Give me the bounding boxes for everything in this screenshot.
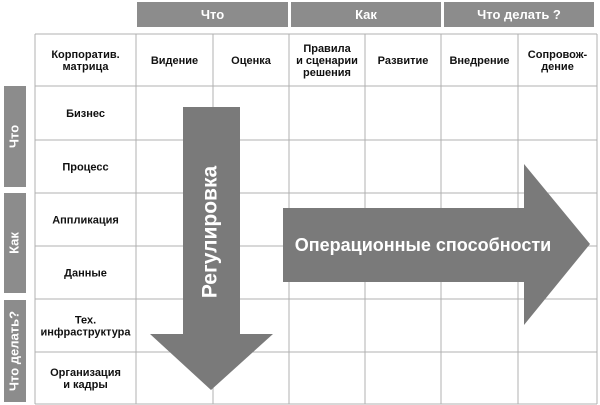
operational-capability-arrow-label: Операционные способности: [294, 234, 552, 255]
column-header: Развитие: [377, 55, 429, 67]
side-group-what-to-do-label: Что делать?: [6, 310, 22, 392]
top-group-how-label: Как: [355, 7, 377, 22]
column-header: Сопровож-дение: [527, 49, 588, 73]
side-group-how-label: Как: [6, 232, 22, 254]
column-header: Внедрение: [449, 55, 510, 67]
regulation-arrow: [150, 107, 273, 390]
top-group-what-to-do-label: Что делать ?: [477, 7, 561, 22]
row-header: Аппликация: [52, 214, 119, 227]
operational-capability-arrow: [283, 164, 590, 325]
top-group-headers: [137, 2, 594, 27]
row-headers: [40, 108, 131, 391]
row-header: Бизнес: [66, 108, 105, 120]
row-header: Данные: [64, 267, 107, 280]
column-headers: [151, 43, 588, 79]
column-header: Правила и сценарии решения: [296, 43, 358, 79]
side-group-headers: [4, 86, 26, 402]
row-header: Тех. инфраструктура: [40, 314, 131, 339]
regulation-arrow-label: Регулировка: [198, 165, 222, 299]
row-header: Организация и кадры: [50, 367, 121, 391]
corner-header: Корпоратив. матрица: [51, 49, 120, 73]
top-group-what-label: Что: [200, 7, 225, 22]
row-header: Процесс: [62, 161, 109, 174]
column-header: Видение: [150, 55, 199, 67]
side-group-what-label: Что: [6, 124, 22, 149]
column-header: Оценка: [231, 55, 271, 67]
